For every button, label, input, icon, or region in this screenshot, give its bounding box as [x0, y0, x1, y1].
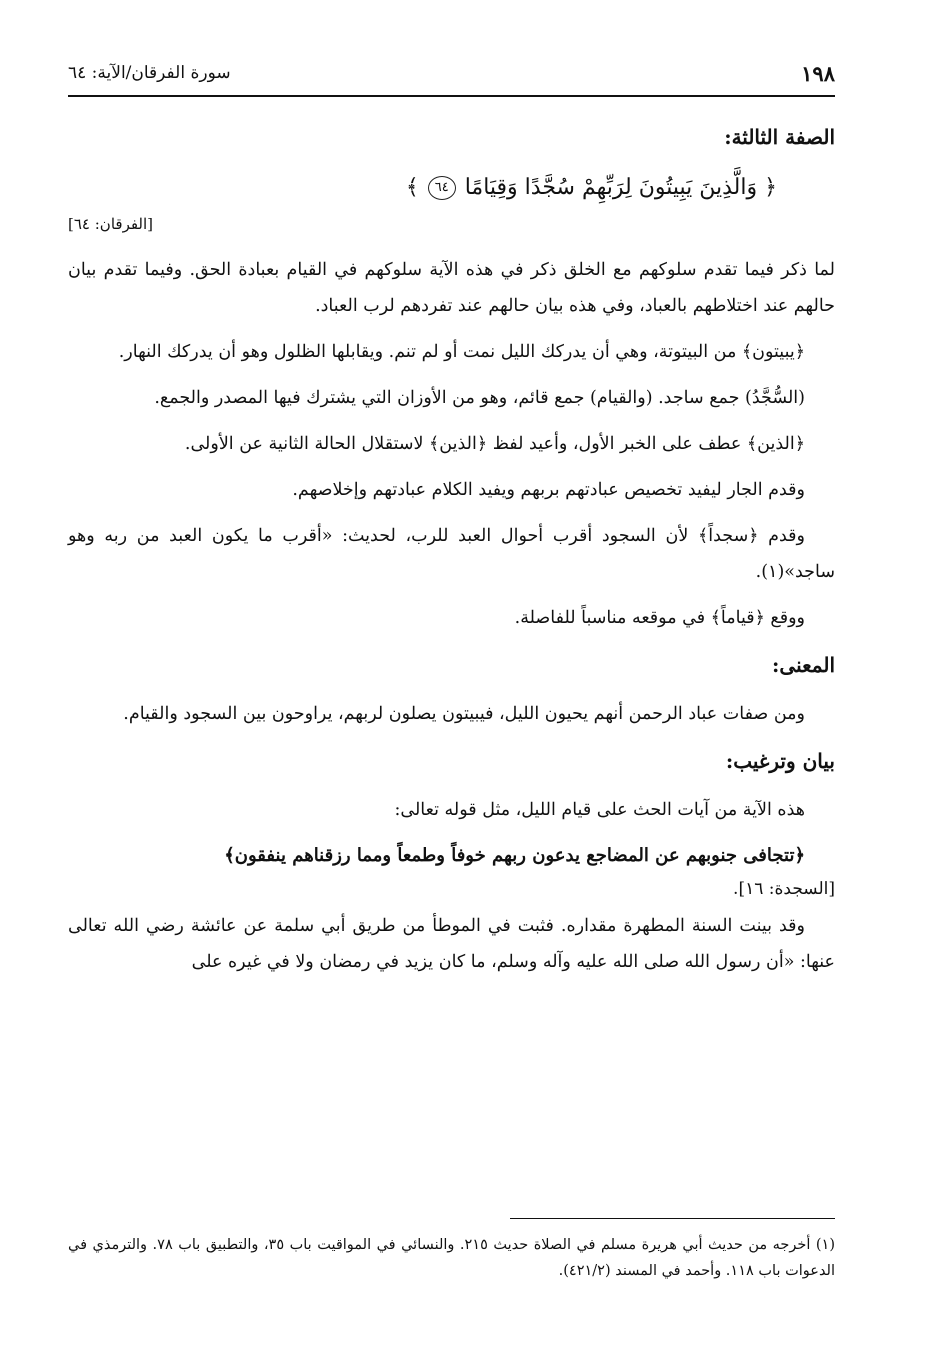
page-header: [68, 55, 835, 97]
exhortation-heading: بيان وترغيب:: [725, 749, 835, 773]
quran-verse: [68, 168, 835, 208]
verse-text: ﴿ وَالَّذِينَ يَبِيتُونَ لِرَبِّهِمْ سُجَّدًا وَقِيَامًا: [464, 175, 777, 200]
paragraph-sujjad: (السُّجَّدُ) جمع ساجد. (والقيام) جمع قائم، وهو من الأوزان التي يشترك فيها المصدر والجمع.: [154, 388, 805, 408]
paragraph-jar: وقدم الجار ليفيد تخصيص عبادتهم بربهم ويفيد الكلام عبادتهم وإخلاصهم.: [292, 480, 805, 500]
paragraph-qiyaman: ووقع ﴿قياماً﴾ في موقعه مناسباً للفاصلة.: [514, 608, 805, 628]
verse-number: ٦٤: [428, 176, 456, 200]
exhortation-quran: ﴿تتجافى جنوبهم عن المضاجع يدعون ربهم خوفاً وطمعاً ومما رزقناهم ينفقون﴾: [224, 845, 805, 866]
page-number: ١٩٨: [801, 61, 835, 86]
paragraph-sujjadan: وقدم ﴿سجداً﴾ لأن السجود أقرب أحوال العبد للرب، لحديث: «أقرب ما يكون العبد من ربه وهو ساجد»(١).: [68, 526, 835, 582]
meaning-text: ومن صفات عباد الرحمن أنهم يحيون الليل، فيبيتون يصلون لربهم، يراوحون بين السجود والقيام.: [123, 704, 805, 724]
footnote-text: (١) أخرجه من حديث أبي هريرة مسلم في الصلاة حديث ٢١٥. والنسائي في المواقيت باب ٣٥، والتطبيق باب ٧٨. والترمذي في الدعوات باب ١١٨. وأحمد في المسند (٤٢١/٢).: [68, 1237, 835, 1279]
paragraph-yabituna: ﴿يبيتون﴾ من البيتوتة، وهي أن يدركك الليل نمت أو لم تنم. ويقابلها الظلول وهو أن يدركك النهار.: [118, 342, 805, 362]
exhortation-reference: [السجدة: ١٦].: [733, 879, 835, 899]
meaning-heading: المعنى:: [772, 653, 835, 677]
exhortation-intro: هذه الآية من آيات الحث على قيام الليل، مثل قوله تعالى:: [394, 800, 805, 820]
exhortation-text: وقد بينت السنة المطهرة مقداره. فثبت في الموطأ من طريق أبي سلمة عن عائشة رضي الله تعالى عنها: «أن رسول الله صلى الله عليه وآله وسلم، ما كان يزيد في رمضان ولا في غيره على: [68, 916, 835, 972]
running-title: سورة الفرقان/الآية: ٦٤: [68, 63, 231, 83]
section-heading: الصفة الثالثة:: [724, 125, 835, 149]
verse-close-bracket: ﴾: [405, 175, 419, 200]
paragraph-intro: لما ذكر فيما تقدم سلوكهم مع الخلق ذكر في هذه الآية سلوكهم في القيام بعبادة الحق. وفيما تقدم بيان حالهم عند اختلاطهم بالعباد، وفي هذه بيان حالهم عند تفردهم لرب العباد.: [68, 260, 835, 316]
footnote-divider: [510, 1218, 835, 1219]
page-body: [68, 118, 835, 990]
paragraph-alladhina: ﴿الذين﴾ عطف على الخبر الأول، وأعيد لفظ ﴿الذين﴾ لاستقلال الحالة الثانية عن الأولى.: [184, 434, 805, 454]
verse-reference: [الفرقان: ٦٤]: [68, 215, 154, 233]
footnote: [68, 1232, 835, 1284]
